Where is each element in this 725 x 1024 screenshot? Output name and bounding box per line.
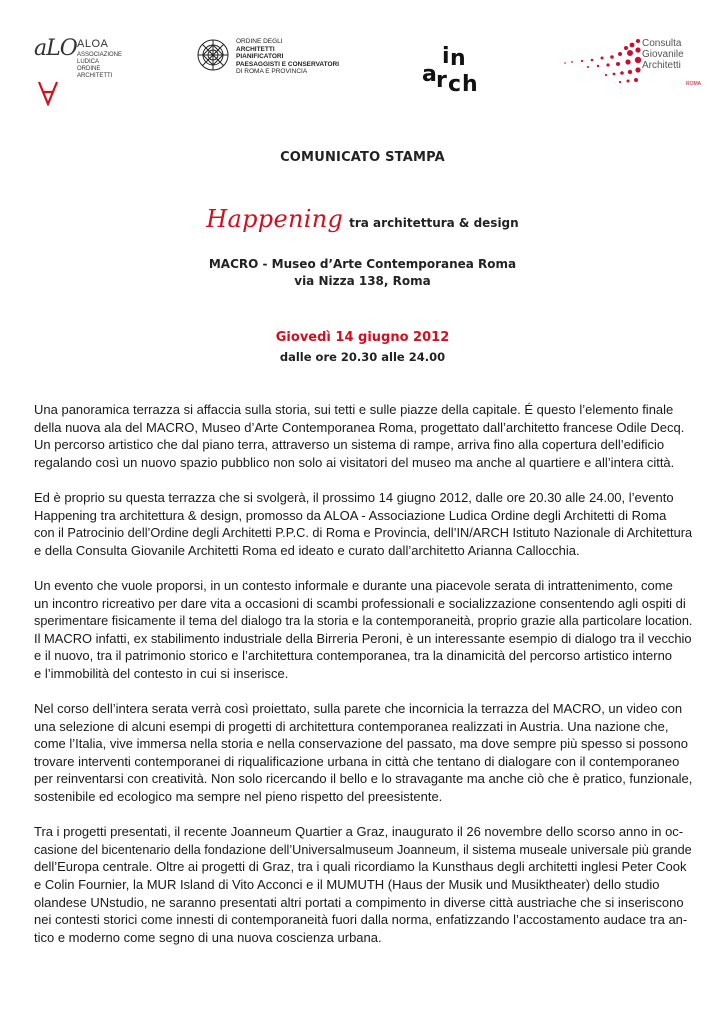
paragraph-line: Nel corso dell’intera serata verrà così proiettato, sulla parete che incornicia la terrazza del MACRO, un video con — [34, 701, 683, 717]
event-name: Happening — [206, 205, 344, 233]
consulta-dots-icon — [562, 36, 642, 86]
ordine-emblem-icon — [196, 38, 230, 72]
ordine-line: DI ROMA E PROVINCIA — [236, 68, 308, 76]
paragraph-line: e Colin Fournier, la MUR Island di Vito Acconci e il MUMUTH (Haus der Musik und Musiktheater) dello studio — [34, 877, 660, 893]
inarch-letter: c — [448, 72, 462, 97]
aloa-subtitle-line: ARCHITETTI — [77, 73, 113, 79]
body-paragraph — [34, 489, 692, 559]
inarch-logo — [418, 44, 488, 104]
event-title — [0, 205, 725, 233]
inarch-letter: n — [450, 46, 466, 71]
consulta-giovanile-logo — [562, 36, 712, 96]
aloa-subtitle-line: LUDICA — [77, 59, 100, 65]
venue-address: via Nizza 138, Roma — [294, 274, 431, 288]
paragraph-line: per reinventarsi con creatività. Non solo ricercando il bello e lo stravagante ma anche ciò che è pratico, funzionale, — [34, 771, 693, 787]
paragraph-line: sostenibile ed ecologico ma sempre nel pieno rispetto del preesistente. — [34, 789, 443, 805]
paragraph-line: e l’immobilità del contesto in cui si inserisce. — [34, 665, 289, 681]
ordine-line: PAESAGGISTI E CONSERVATORI — [236, 60, 340, 68]
body-paragraph — [34, 823, 692, 946]
event-date: Giovedì 14 giugno 2012 — [275, 330, 450, 345]
paragraph-line: e della Consulta Giovanile Architetti Roma ed ideato e curato dall’architetto Arianna Callocchia. — [34, 542, 580, 558]
aloa-subtitle — [77, 52, 137, 80]
logo-bar — [0, 30, 725, 110]
paragraph-line: nei contesti storici come innesti di contemporaneità fuori dalla norma, enfatizzando l’accostamento audace tra an- — [34, 912, 688, 928]
paragraph-line: sperimentare fisicamente il tema del dialogo tra la storia e la contemporaneità, proprio grazie alla particolare location. — [34, 613, 693, 629]
aloa-red-a-icon — [36, 80, 60, 106]
paragraph-line: Tra i progetti presentati, il recente Joanneum Quartier a Graz, inaugurato il 26 novembre dello scorso anno in oc- — [34, 824, 684, 840]
inarch-letter: i — [442, 44, 450, 69]
venue-block — [0, 256, 725, 290]
body-paragraph — [34, 700, 692, 806]
ordine-line: ARCHITETTI — [236, 45, 275, 53]
aloa-logo — [34, 36, 144, 126]
paragraph-line: come l’Italia, vive immersa nella storia e nella conservazione del passato, ma dove sempre più spesso si possono — [34, 736, 688, 752]
paragraph-line: Una panoramica terrazza si affaccia sulla storia, sui tetti e sulle piazze della capitale. É questo l’elemento finale — [34, 402, 674, 417]
paragraph-line: e il nuovo, tra il patrimonio storico e l’architettura contemporanea, tra la dinamicità del percorso artistico interno — [34, 648, 673, 664]
paragraph-line: dell’Europa centrale. Oltre ai progetti di Graz, tra i quali ricordiamo la Kunsthaus degli architetti inglesi Peter Cook — [34, 859, 687, 875]
venue-name: MACRO - Museo d’Arte Contemporanea Roma — [208, 257, 517, 271]
paragraph-line: della nuova ala del MACRO, Museo d’Arte Contemporanea Roma, progettato dall’architetto francese Odile Decq. — [34, 419, 685, 435]
body-text — [34, 401, 692, 964]
paragraph-line: Un percorso artistico che dal piano terra, attraverso un sistema di rampe, arriva fino alla copertura dell’edificio — [34, 437, 665, 453]
inarch-letter: h — [462, 72, 478, 97]
event-hours: dalle ore 20.30 alle 24.00 — [279, 350, 446, 364]
paragraph-line: una selezione di alcuni esempi di progetti di architettura contemporanea realizzati in Austria. Una nazione che, — [34, 718, 669, 734]
paragraph-line: casione del bicentenario della fondazione dell’Universalmuseum Joanneum, il sistema museale universale più grande — [34, 841, 692, 857]
consulta-text — [642, 38, 684, 71]
paragraph-line: Un evento che vuole proporsi, in un contesto informale e durante una piacevole serata di intrattenimento, come — [34, 577, 673, 593]
ordine-line: ORDINE DEGLI — [236, 38, 283, 45]
paragraph-line: Ed è proprio su questa terrazza che si svolgerà, il prossimo 14 giugno 2012, dalle ore 20.30 alle 24.00, l’evento — [34, 489, 674, 505]
body-paragraph — [34, 401, 692, 471]
press-release-heading: COMUNICATO STAMPA — [280, 150, 445, 165]
aloa-title: ALOA — [77, 38, 109, 50]
consulta-line: Consulta — [642, 38, 682, 49]
inarch-letter: a — [422, 62, 437, 87]
consulta-line: Architetti — [642, 60, 681, 71]
event-subtitle: tra architettura & design — [349, 216, 519, 230]
ordine-line: PIANIFICATORI — [236, 53, 284, 61]
consulta-line: Giovanile — [642, 49, 684, 60]
inarch-letter: r — [436, 68, 447, 93]
paragraph-line: trovare interventi contemporanei di riqualificazione urbana in città che tentano di dialogare con il contemporaneo — [34, 753, 680, 769]
body-paragraph — [34, 577, 692, 683]
paragraph-line: tico e moderno come segno di una nuova coscienza urbana. — [34, 929, 382, 945]
paragraph-line: regalando così un nuovo spazio pubblico non solo ai visitatori del museo ma anche al quartiere e all’intera città. — [34, 454, 675, 470]
ordine-text — [236, 38, 339, 76]
paragraph-line: olandese UNstudio, ne saranno presentati altri portati a compimento in diverse città austriache che si inseriscono — [34, 894, 684, 910]
paragraph-line: Il MACRO infatti, ex stabilimento industriale della Birreria Peroni, è un interessante esempio di dialogo tra il vecchio — [34, 630, 692, 646]
aloa-mark: aLO — [34, 36, 77, 61]
paragraph-line: Happening tra architettura & design, promosso da ALOA - Associazione Ludica Ordine degli Architetti di Roma — [34, 507, 667, 523]
aloa-subtitle-line: ORDINE — [77, 66, 101, 72]
consulta-roma-label: ROMA — [686, 81, 701, 87]
paragraph-line: un incontro ricreativo per dare vita a occasioni di scambi professionali e socializzazione consentendo agli ospiti di — [34, 595, 686, 611]
aloa-subtitle-line: ASSOCIAZIONE — [77, 52, 123, 58]
paragraph-line: con il Patrocinio dell’Ordine degli Architetti P.P.C. di Roma e Provincia, dell’IN/ARCH Istituto Nazionale di Architettura — [34, 525, 693, 541]
ordine-architetti-logo — [196, 38, 366, 88]
